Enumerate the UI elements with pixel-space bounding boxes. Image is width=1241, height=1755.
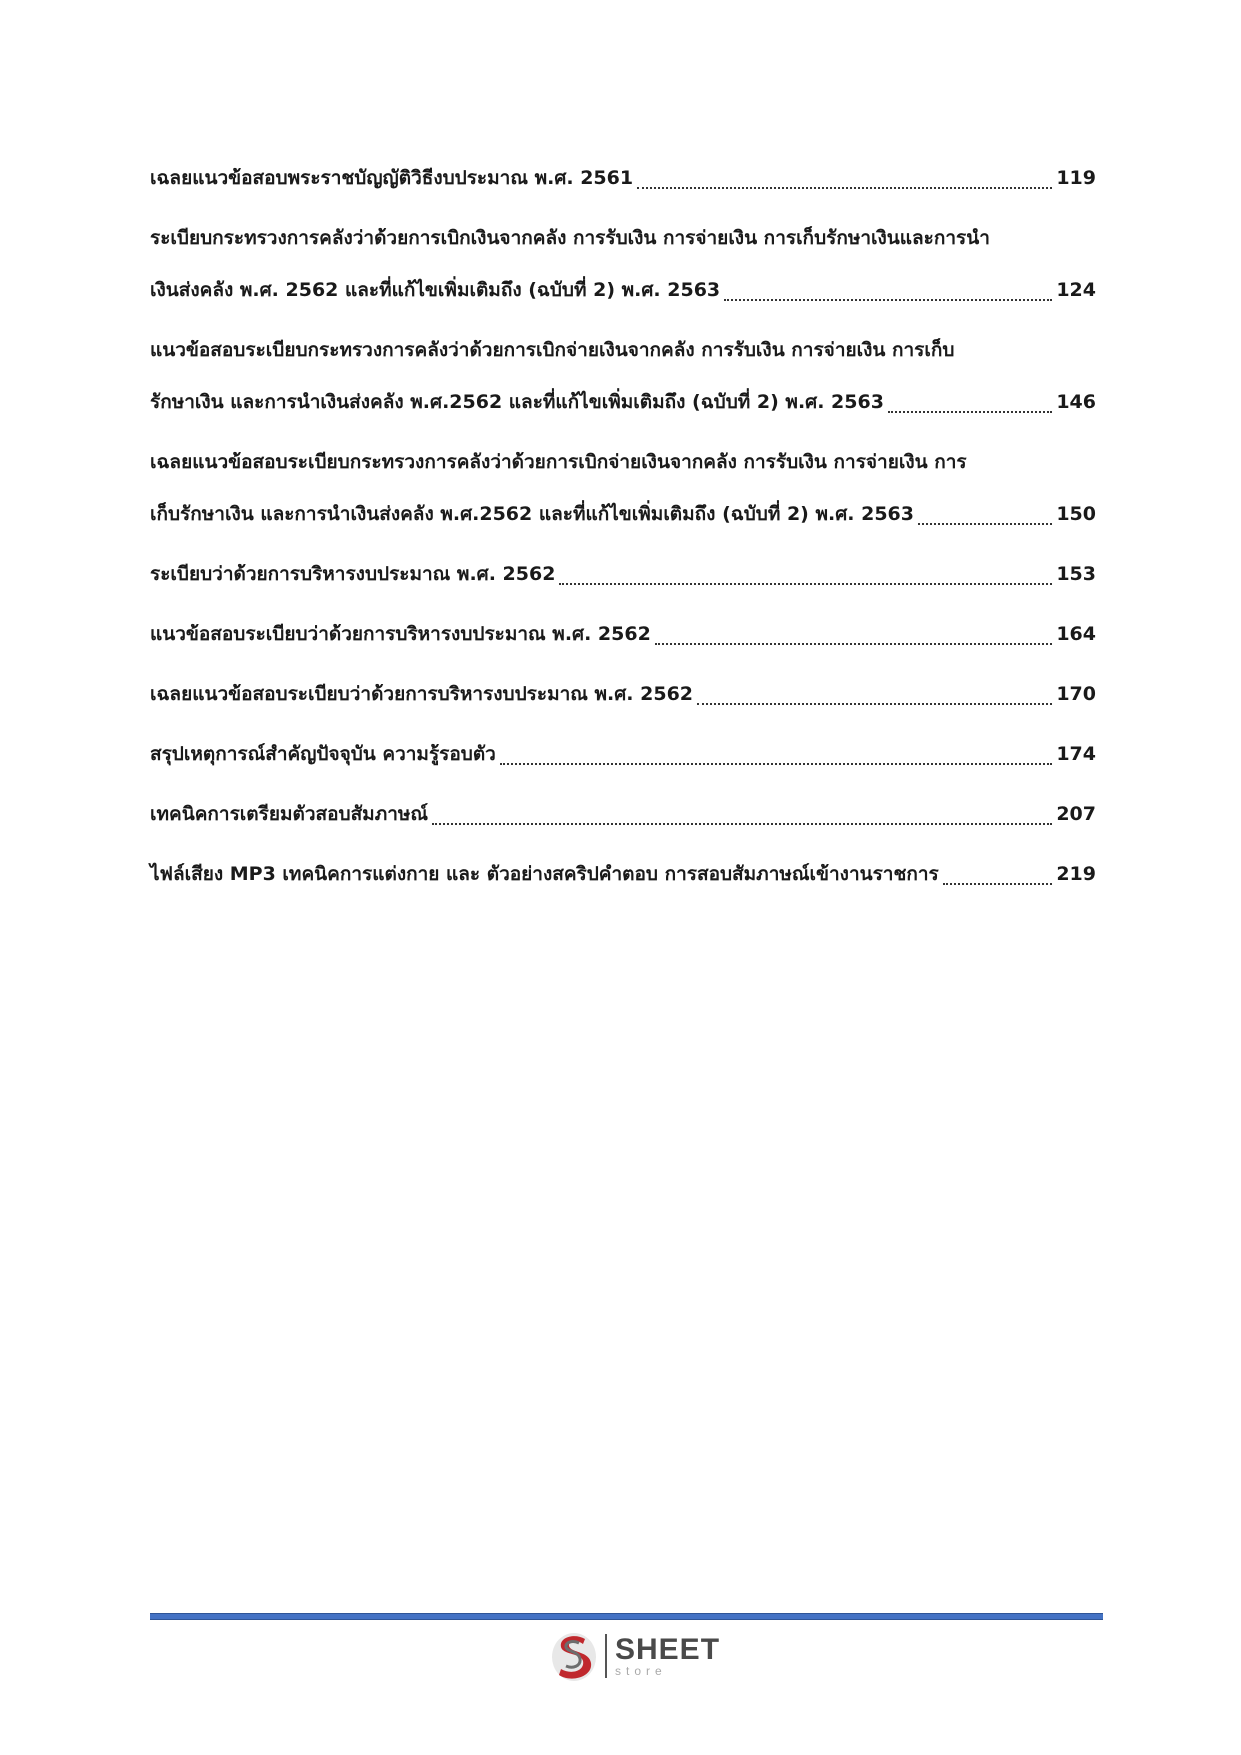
toc-entry-title: ระเบียบว่าด้วยการบริหารงบประมาณ พ.ศ. 2562 — [150, 563, 556, 585]
toc-leader-dots — [500, 763, 1052, 765]
toc-page-number: 146 — [1056, 391, 1096, 413]
toc-entry-title: ระเบียบกระทรวงการคลังว่าด้วยการเบิกเงินจากคลัง การรับเงิน การจ่ายเงิน การเก็บรักษาเงินและการนำ — [150, 227, 990, 249]
toc-entry-title: ไฟล์เสียง MP3 เทคนิคการแต่งกาย และ ตัวอย่างสคริปคำตอบ การสอบสัมภาษณ์เข้างานราชการ — [150, 863, 939, 885]
footer-divider-bar — [150, 1613, 1103, 1620]
toc-page-number: 164 — [1056, 623, 1096, 645]
toc-entry-title-cont: รักษาเงิน และการนำเงินส่งคลัง พ.ศ.2562 และที่แก้ไขเพิ่มเติมถึง (ฉบับที่ 2) พ.ศ. 2563 — [150, 391, 884, 413]
toc-entry[interactable] — [150, 788, 1096, 840]
toc-page-number: 124 — [1056, 279, 1096, 301]
toc-entry[interactable] — [150, 152, 1096, 204]
toc-entry[interactable] — [150, 728, 1096, 780]
toc-entry[interactable] — [150, 608, 1096, 660]
toc-entry-title-cont: เก็บรักษาเงิน และการนำเงินส่งคลัง พ.ศ.2562 และที่แก้ไขเพิ่มเติมถึง (ฉบับที่ 2) พ.ศ. 2563 — [150, 503, 914, 525]
toc-page-number: 170 — [1056, 683, 1096, 705]
toc-entry[interactable] — [150, 324, 1096, 428]
toc-entry[interactable] — [150, 848, 1096, 900]
toc-entry-title: สรุปเหตุการณ์สำคัญปัจจุบัน ความรู้รอบตัว — [150, 743, 496, 765]
toc-leader-dots — [888, 411, 1052, 413]
logo-subtext: store — [615, 1664, 667, 1678]
footer-logo — [549, 1628, 720, 1684]
sheet-store-s-logo-icon — [549, 1629, 599, 1683]
toc-entry[interactable] — [150, 436, 1096, 540]
toc-leader-dots — [559, 583, 1052, 585]
toc-leader-dots — [943, 883, 1053, 885]
logo-text — [615, 1635, 720, 1677]
toc-entry[interactable] — [150, 212, 1096, 316]
toc-entry-title-cont: เงินส่งคลัง พ.ศ. 2562 และที่แก้ไขเพิ่มเติมถึง (ฉบับที่ 2) พ.ศ. 2563 — [150, 279, 721, 301]
toc-entry-title: เฉลยแนวข้อสอบระเบียบกระทรวงการคลังว่าด้วยการเบิกจ่ายเงินจากคลัง การรับเงิน การจ่ายเงิน การ — [150, 451, 967, 473]
table-of-contents — [150, 152, 1096, 908]
toc-entry-title: แนวข้อสอบระเบียบว่าด้วยการบริหารงบประมาณ พ.ศ. 2562 — [150, 623, 651, 645]
toc-entry[interactable] — [150, 668, 1096, 720]
toc-page-number: 153 — [1056, 563, 1096, 585]
toc-entry[interactable] — [150, 548, 1096, 600]
toc-leader-dots — [432, 823, 1052, 825]
toc-page-number: 119 — [1056, 167, 1096, 189]
logo-wordmark: SHEET — [615, 1633, 721, 1666]
toc-leader-dots — [918, 523, 1052, 525]
toc-entry-title: เทคนิคการเตรียมตัวสอบสัมภาษณ์ — [150, 803, 429, 825]
toc-leader-dots — [655, 643, 1053, 645]
toc-leader-dots — [637, 187, 1052, 189]
toc-page-number: 150 — [1056, 503, 1096, 525]
toc-page-number: 207 — [1056, 803, 1096, 825]
toc-entry-title: แนวข้อสอบระเบียบกระทรวงการคลังว่าด้วยการเบิกจ่ายเงินจากคลัง การรับเงิน การจ่ายเงิน การเก็บ — [150, 339, 955, 361]
toc-entry-title: เฉลยแนวข้อสอบพระราชบัญญัติวิธีงบประมาณ พ.ศ. 2561 — [150, 167, 634, 189]
logo-separator — [605, 1634, 607, 1678]
toc-entry-title: เฉลยแนวข้อสอบระเบียบว่าด้วยการบริหารงบประมาณ พ.ศ. 2562 — [150, 683, 694, 705]
toc-leader-dots — [697, 703, 1052, 705]
toc-leader-dots — [724, 299, 1052, 301]
toc-page-number: 219 — [1056, 863, 1096, 885]
toc-page-number: 174 — [1056, 743, 1096, 765]
